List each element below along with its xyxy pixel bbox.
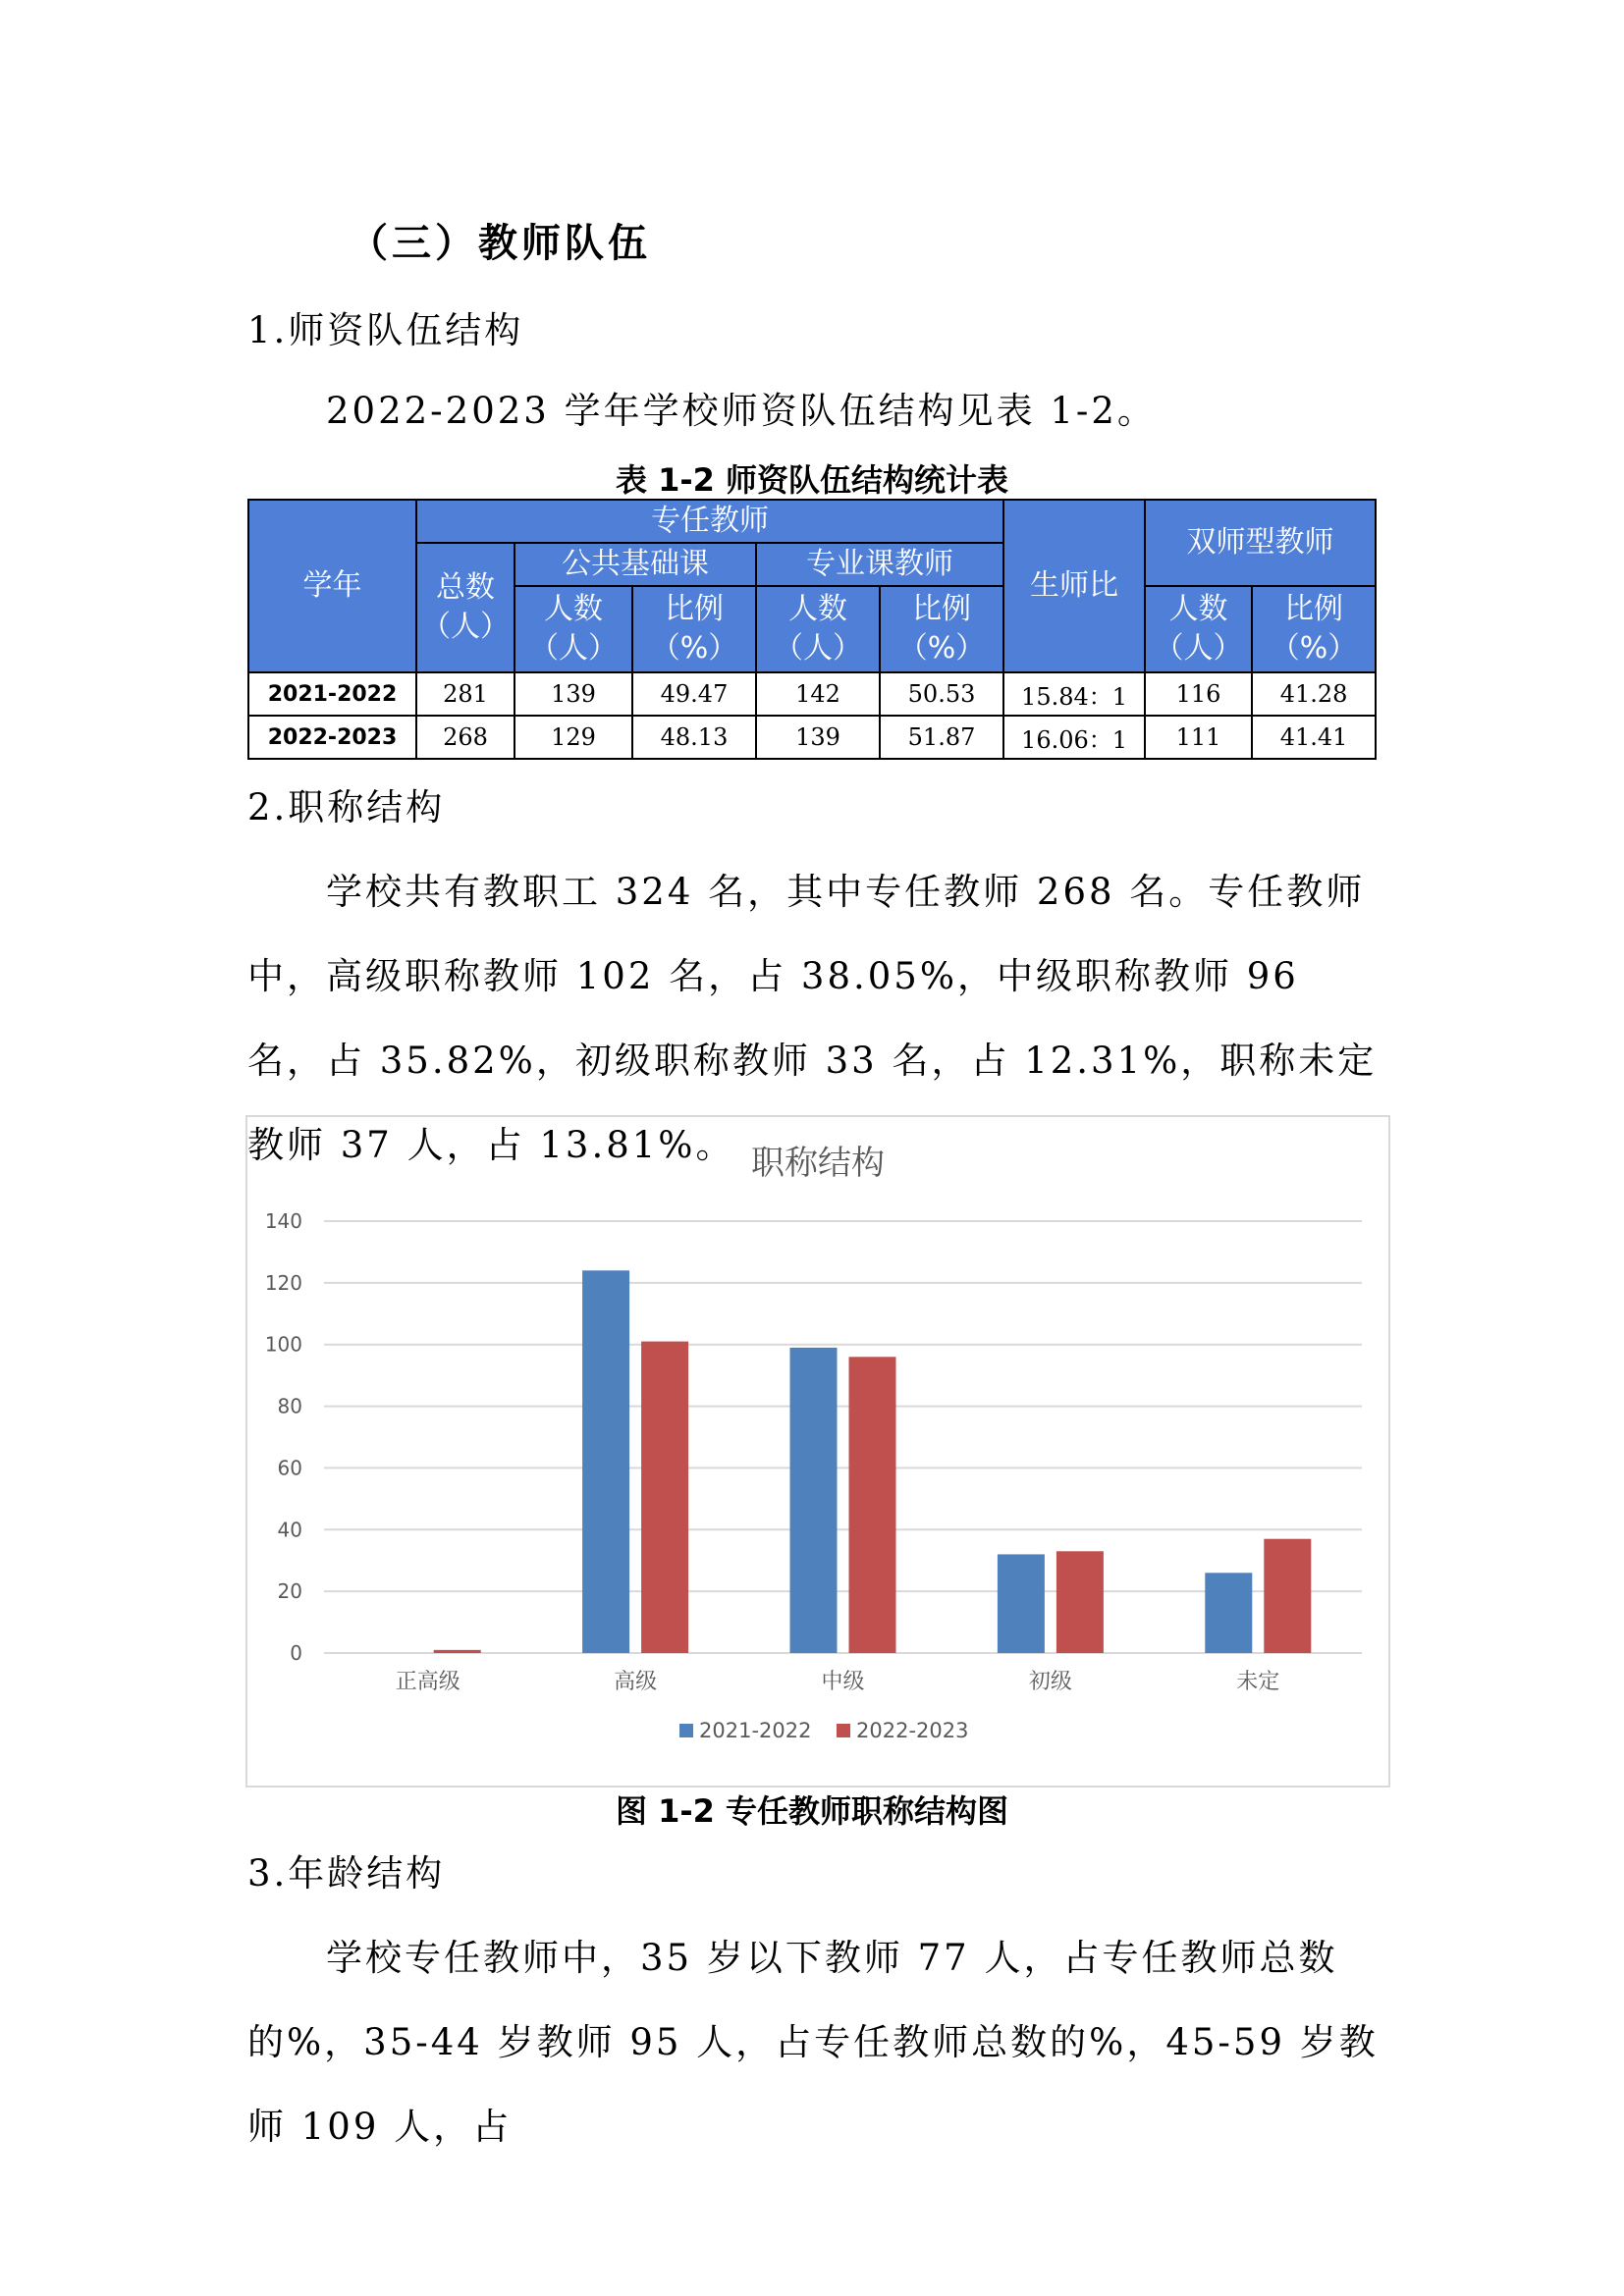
legend-label: 2021-2022 <box>699 1719 812 1742</box>
cell-maj-pct: 51.87 <box>880 716 1003 759</box>
header-major: 专业课教师 <box>756 543 1003 586</box>
table-caption: 表 1-2 师资队伍结构统计表 <box>615 461 1009 499</box>
y-tick-label: 140 <box>264 1209 302 1233</box>
subheading-title-structure: 2.职称结构 <box>247 786 446 828</box>
bar <box>1264 1539 1311 1653</box>
cell-dbl-count: 116 <box>1145 672 1252 716</box>
header-maj-count: 人数（人） <box>756 586 880 672</box>
x-tick-label: 正高级 <box>395 1670 460 1694</box>
chart-title: 职称结构 <box>751 1144 885 1183</box>
y-tick-label: 20 <box>277 1579 302 1604</box>
y-tick-label: 120 <box>264 1270 302 1295</box>
y-tick-label: 40 <box>277 1518 302 1542</box>
chart-container <box>245 1115 1390 1788</box>
header-total: 总数（人） <box>416 543 514 672</box>
paragraph-title-structure: 学校共有教职工 324 名，其中专任教师 268 名。专任教师中，高级职称教师 102 名，占 38.05%，中级职称教师 96 名，占 35.82%，初级职称教师 33 名，占 12.31%，职称未定教师 37 人，占 13.81%。 <box>247 871 1378 1166</box>
header-full-time: 专任教师 <box>416 500 1003 543</box>
legend-label: 2022-2023 <box>856 1719 969 1742</box>
subheading-structure: 1.师资队伍结构 <box>247 309 524 351</box>
subheading-age-structure: 3.年龄结构 <box>247 1852 446 1895</box>
bar <box>998 1554 1045 1653</box>
paragraph-age-structure: 学校专任教师中，35 岁以下教师 77 人，占专任教师总数的%，35-44 岁教师 95 人，占专任教师总数的%，45-59 岁教师 109 人，占 <box>247 1937 1379 2148</box>
cell-pub-pct: 49.47 <box>632 672 756 716</box>
cell-dbl-pct: 41.28 <box>1252 672 1376 716</box>
cell-dbl-pct: 41.41 <box>1252 716 1376 759</box>
y-tick-label: 0 <box>290 1641 302 1665</box>
bar <box>582 1270 629 1653</box>
bar <box>1205 1573 1252 1653</box>
header-dbl-pct: 比例（%） <box>1252 586 1376 672</box>
header-pub-count: 人数（人） <box>514 586 632 672</box>
cell-pub-count: 139 <box>514 672 632 716</box>
bar <box>849 1357 896 1653</box>
cell-maj-count: 139 <box>756 716 880 759</box>
teacher-structure-table <box>247 499 1377 760</box>
header-dbl-count: 人数（人） <box>1145 586 1252 672</box>
bar <box>434 1650 481 1653</box>
cell-year: 2021-2022 <box>248 672 416 716</box>
chart-caption: 图 1-2 专任教师职称结构图 <box>615 1792 1009 1830</box>
cell-ratio: 16.06：1 <box>1003 716 1145 759</box>
cell-maj-count: 142 <box>756 672 880 716</box>
table-row <box>248 716 1376 759</box>
cell-pub-pct: 48.13 <box>632 716 756 759</box>
cell-total: 268 <box>416 716 514 759</box>
x-tick-label: 未定 <box>1236 1670 1280 1694</box>
x-tick-label: 高级 <box>614 1670 658 1694</box>
header-double: 双师型教师 <box>1145 500 1376 586</box>
paragraph-intro: 2022-2023 学年学校师资队伍结构见表 1-2。 <box>326 390 1157 432</box>
cell-ratio: 15.84：1 <box>1003 672 1145 716</box>
table-row <box>248 672 1376 716</box>
header-pub-pct: 比例（%） <box>632 586 756 672</box>
header-ratio: 生师比 <box>1003 500 1145 672</box>
cell-maj-pct: 50.53 <box>880 672 1003 716</box>
bar <box>790 1348 838 1653</box>
x-tick-label: 初级 <box>1028 1670 1072 1694</box>
legend-swatch <box>837 1724 850 1737</box>
y-tick-label: 80 <box>277 1394 302 1418</box>
bar <box>1056 1551 1104 1653</box>
cell-pub-count: 129 <box>514 716 632 759</box>
y-tick-label: 60 <box>277 1456 302 1480</box>
cell-year: 2022-2023 <box>248 716 416 759</box>
legend-swatch <box>679 1724 693 1737</box>
cell-total: 281 <box>416 672 514 716</box>
header-year: 学年 <box>248 500 416 672</box>
cell-dbl-count: 111 <box>1145 716 1252 759</box>
x-tick-label: 中级 <box>821 1670 865 1694</box>
header-maj-pct: 比例（%） <box>880 586 1003 672</box>
y-tick-label: 100 <box>264 1332 302 1357</box>
section-title: （三）教师队伍 <box>349 221 651 266</box>
bar <box>641 1342 688 1653</box>
bar-chart <box>247 1117 1388 1786</box>
header-public: 公共基础课 <box>514 543 756 586</box>
